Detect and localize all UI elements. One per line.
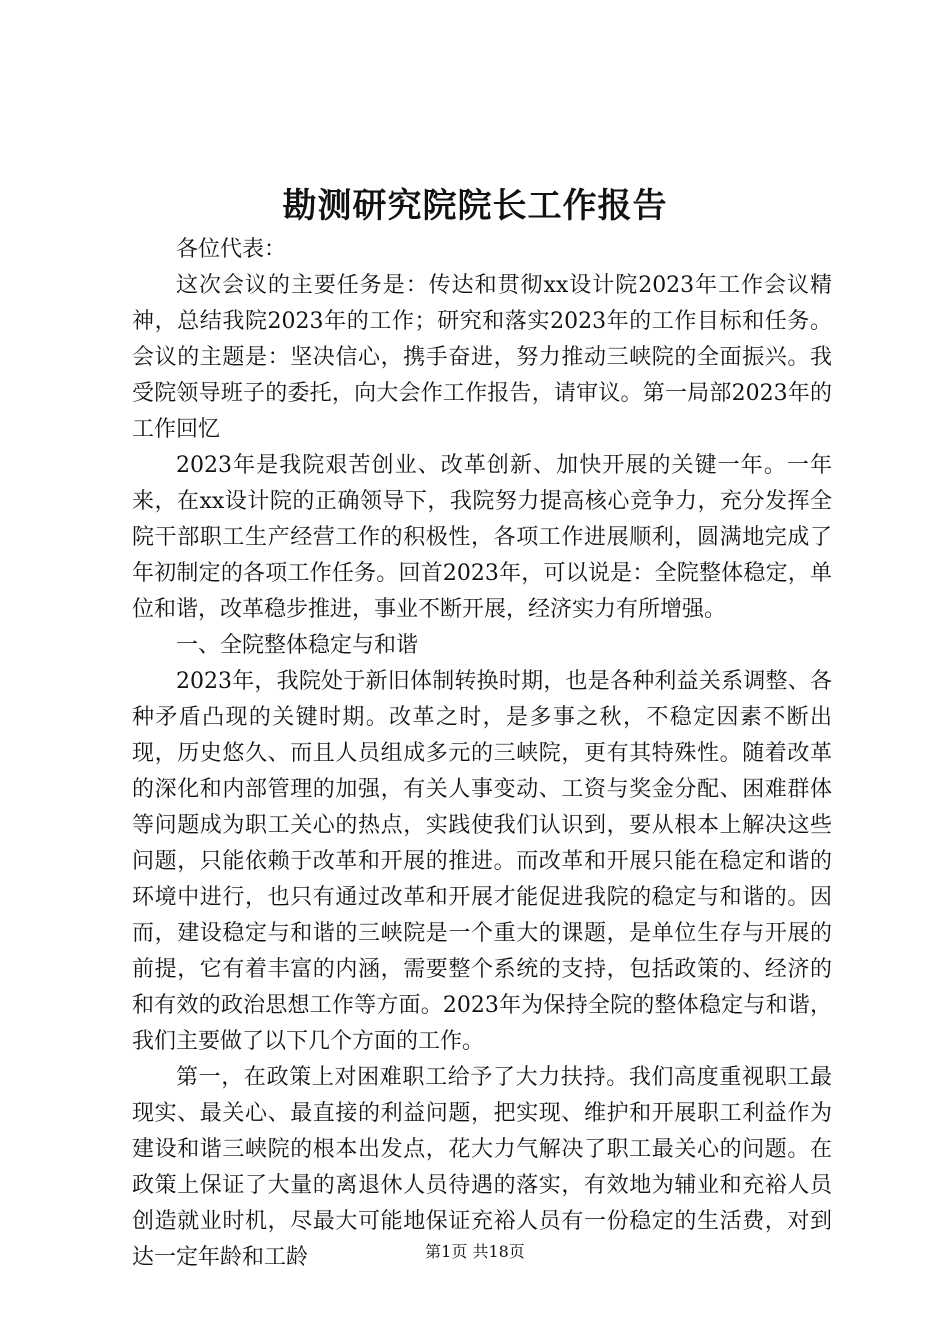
- paragraph-salutation: 各位代表：: [176, 237, 287, 262]
- report-body: [132, 232, 832, 1276]
- page-title: 勘测研究院院长工作报告: [282, 186, 668, 226]
- paragraph-first-measure: 第一，在政策上对困难职工给予了大力扶持。我们高度重视职工最现实、最关心、最直接的利益问题，把实现、维护和开展职工利益作为建设和谐三峡院的根本出发点，花大力气解决了职工最关心的问题。在政策上保证了大量的离退休人员待遇的落实，有效地为辅业和充裕人员创造就业时机，尽最大可能地保证充裕人员有一份稳定的生活费，对到达一定年龄和工龄: [132, 1065, 832, 1270]
- section-heading: 一、全院整体稳定与和谐: [176, 633, 419, 658]
- paragraph-year-review: 2023年是我院艰苦创业、改革创新、加快开展的关键一年。一年来，在xx设计院的正确领导下，我院努力提高核心竞争力，充分发挥全院干部职工生产经营工作的积极性，各项工作进展顺利，圆满地完成了年初制定的各项工作任务。回首2023年，可以说是：全院整体稳定，单位和谐，改革稳步推进，事业不断开展，经济实力有所增强。: [132, 453, 832, 622]
- paragraph-stability: 2023年，我院处于新旧体制转换时期，也是各种利益关系调整、各种矛盾凸现的关键时期。改革之时，是多事之秋，不稳定因素不断出现，历史悠久、而且人员组成多元的三峡院，更有其特殊性。随着改革的深化和内部管理的加强，有关人事变动、工资与奖金分配、困难群体等问题成为职工关心的热点，实践使我们认识到，要从根本上解决这些问题，只能依赖于改革和开展的推进。而改革和开展只能在稳定和谐的环境中进行，也只有通过改革和开展才能促进我院的稳定与和谐的。因而，建设稳定与和谐的三峡院是一个重大的课题，是单位生存与开展的前提，它有着丰富的内涵，需要整个系统的支持，包括政策的、经济的和有效的政治思想工作等方面。2023年为保持全院的整体稳定与和谐，我们主要做了以下几个方面的工作。: [132, 669, 832, 1054]
- page-number: 第1页 共18页: [425, 1242, 525, 1261]
- paragraph-meeting-tasks: 这次会议的主要任务是：传达和贯彻xx设计院2023年工作会议精神，总结我院2023年的工作；研究和落实2023年的工作目标和任务。会议的主题是：坚决信心，携手奋进，努力推动三峡院的全面振兴。我受院领导班子的委托，向大会作工作报告，请审议。第一局部2023年的工作回忆: [132, 273, 832, 442]
